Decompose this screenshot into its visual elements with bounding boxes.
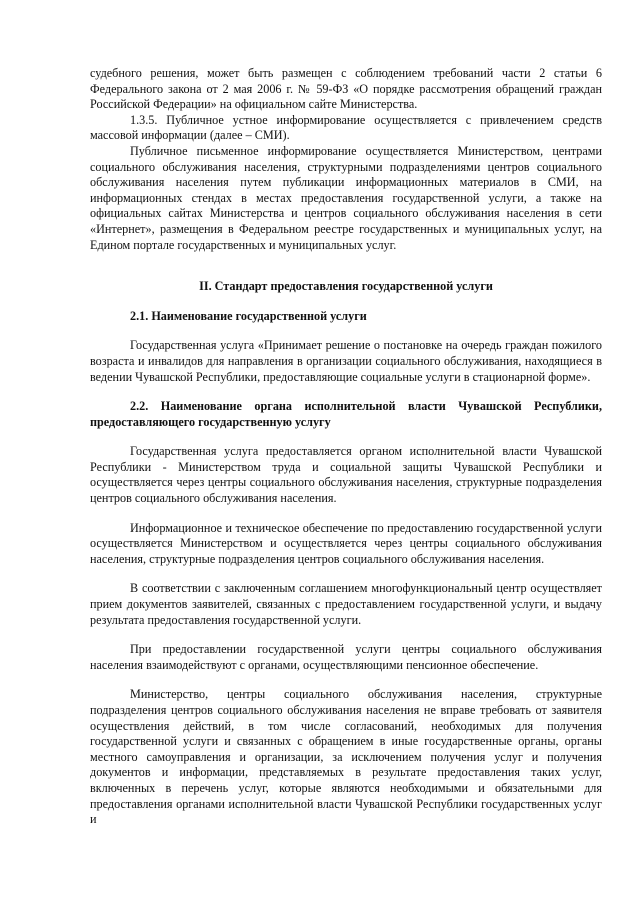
spacer xyxy=(90,253,602,279)
paragraph-2-2-b: Информационное и техническое обеспечение по предоставлению государственной услуги осуществляется Министерством и осуществляется через центры социального обслуживания населения, структурные подразделения центров социального обслуживания населения. xyxy=(90,520,602,566)
heading-2-2: 2.2. Наименование органа исполнительной власти Чувашской Республики, предоставляющего государственную услугу xyxy=(90,399,602,429)
paragraph-2-2-d: При предоставлении государственной услуги центры социального обслуживания населения взаимодействуют с органами, осуществляющими пенсионное обеспечение. xyxy=(90,642,602,672)
spacer xyxy=(90,628,602,642)
spacer xyxy=(90,385,602,399)
spacer xyxy=(90,567,602,581)
document-page xyxy=(90,66,602,828)
spacer xyxy=(90,507,602,521)
paragraph-2-1: Государственная услуга «Принимает решение о постановке на очередь граждан пожилого возраста и инвалидов для направления в организации социального обслуживания, находящиеся в ведении Чувашской Республики, предоставляющие социальные услуги в стационарной форме». xyxy=(90,338,602,384)
spacer xyxy=(90,430,602,444)
section-title: II. Стандарт предоставления государственной услуги xyxy=(199,279,493,294)
paragraph-2-2-e: Министерство, центры социального обслуживания населения, структурные подразделения центров социального обслуживания населения не вправе требовать от заявителя осуществления действий, в том числе согласований, необходимых для получения государственной услуги и связанных с обращением в иные государственные органы, органы местного самоуправления и организации, за исключением получения услуг и получения документов и информации, представляемых в результате предоставления таких услуг, включенных в перечень услуг, которые являются необходимыми и обязательными для предоставления органами исполнительной власти Чувашской Республики государственных услуг и xyxy=(90,687,602,827)
paragraph-2-2-c: В соответствии с заключенным соглашением многофункциональный центр осуществляет прием документов заявителей, связанных с предоставлением государственной услуги, и выдачу результата предоставления государственной услуги. xyxy=(90,581,602,627)
spacer xyxy=(90,324,602,338)
paragraph-public-written-informing: Публичное письменное информирование осуществляется Министерством, центрами социального обслуживания населения, структурными подразделениями центров социального обслуживания населения путем публикации информационных материалов в СМИ, на информационных стендах в местах предоставления государственной услуги, а также на официальных сайтах Министерства и центров социального обслуживания населения в сети «Интернет», размещения в Федеральном реестре государственных и муниципальных услуг, на Едином портале государственных и муниципальных услуг. xyxy=(90,143,602,252)
spacer xyxy=(90,295,602,309)
paragraph-1-3-5: 1.3.5. Публичное устное информирование осуществляется с привлечением средств массовой информации (далее – СМИ). xyxy=(90,112,602,143)
heading-2-1: 2.1. Наименование государственной услуги xyxy=(130,308,367,323)
paragraph-continuation: судебного решения, может быть размещен с соблюдением требований части 2 статьи 6 Федерального закона от 2 мая 2006 г. № 59-ФЗ «О порядке рассмотрения обращений граждан Российской Федерации» на официальном сайте Министерства. xyxy=(90,66,602,112)
spacer xyxy=(90,673,602,687)
paragraph-2-2-a: Государственная услуга предоставляется органом исполнительной власти Чувашской Республики - Министерством труда и социальной защиты Чувашской Республики и осуществляется через центры социального обслуживания населения, структурные подразделения центров социального обслуживания населения. xyxy=(90,444,602,506)
